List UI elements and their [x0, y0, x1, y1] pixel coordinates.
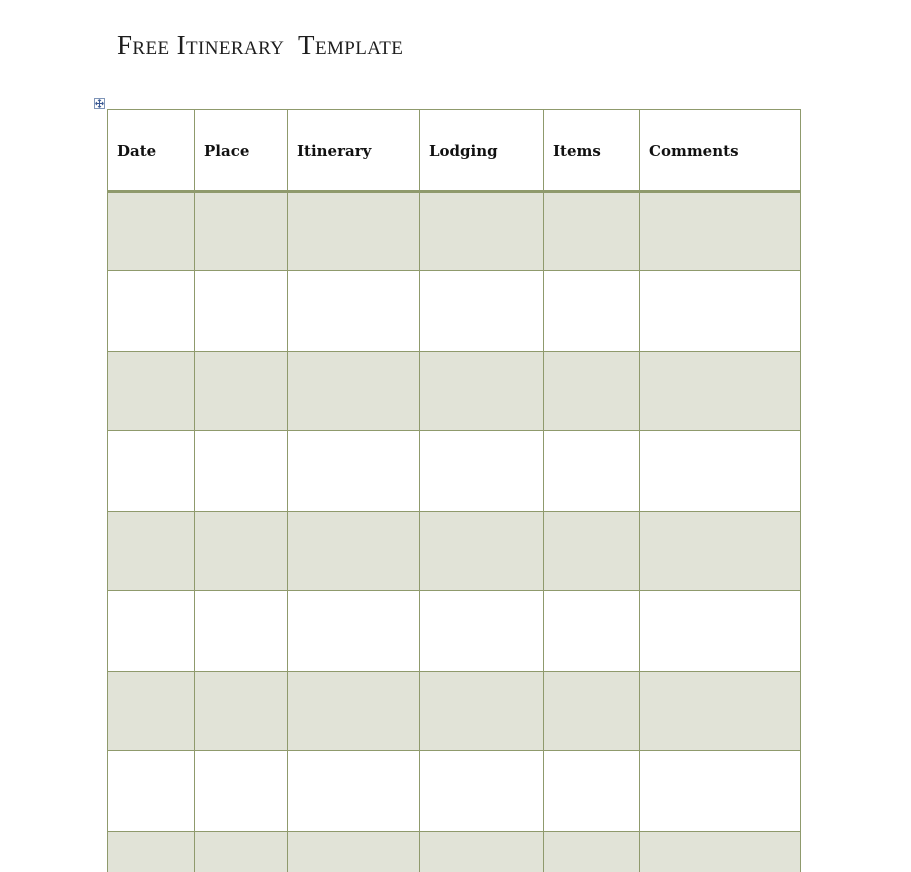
table-cell-place[interactable]: [195, 832, 288, 872]
itinerary-table: [107, 109, 801, 872]
table-cell-items[interactable]: [544, 192, 640, 271]
table-row: [108, 591, 801, 672]
table-cell-date[interactable]: [108, 192, 195, 271]
header-row: [108, 110, 801, 192]
table-cell-lodging[interactable]: [420, 271, 544, 352]
column-header-items[interactable]: Items: [544, 110, 640, 192]
table-cell-comments[interactable]: [640, 271, 801, 352]
table-cell-itinerary[interactable]: [288, 271, 420, 352]
table-cell-date[interactable]: [108, 512, 195, 591]
table-cell-lodging[interactable]: [420, 591, 544, 672]
table-cell-date[interactable]: [108, 751, 195, 832]
table-cell-date[interactable]: [108, 271, 195, 352]
table-cell-date[interactable]: [108, 352, 195, 431]
table-cell-items[interactable]: [544, 591, 640, 672]
table-row: [108, 832, 801, 872]
table-cell-place[interactable]: [195, 431, 288, 512]
table-cell-place[interactable]: [195, 672, 288, 751]
table-cell-lodging[interactable]: [420, 672, 544, 751]
table-row: [108, 512, 801, 591]
table-cell-items[interactable]: [544, 751, 640, 832]
table-cell-itinerary[interactable]: [288, 431, 420, 512]
table-row: [108, 192, 801, 271]
table-row: [108, 271, 801, 352]
table-cell-itinerary[interactable]: [288, 672, 420, 751]
table-cell-place[interactable]: [195, 751, 288, 832]
table-cell-place[interactable]: [195, 192, 288, 271]
table-cell-itinerary[interactable]: [288, 512, 420, 591]
table-cell-comments[interactable]: [640, 672, 801, 751]
table-cell-date[interactable]: [108, 431, 195, 512]
table-cell-date[interactable]: [108, 591, 195, 672]
table-cell-comments[interactable]: [640, 431, 801, 512]
table-cell-items[interactable]: [544, 431, 640, 512]
table-cell-items[interactable]: [544, 352, 640, 431]
table-cell-items[interactable]: [544, 512, 640, 591]
table-cell-date[interactable]: [108, 832, 195, 872]
column-header-place[interactable]: Place: [195, 110, 288, 192]
table-cell-items[interactable]: [544, 832, 640, 872]
document-title: Free Itinerary Template: [117, 30, 404, 60]
table-cell-date[interactable]: [108, 672, 195, 751]
table-row: [108, 672, 801, 751]
table-cell-comments[interactable]: [640, 751, 801, 832]
table-cell-place[interactable]: [195, 271, 288, 352]
table-body: [108, 192, 801, 872]
table-move-handle-icon[interactable]: [94, 98, 105, 109]
table-row: [108, 751, 801, 832]
table-cell-lodging[interactable]: [420, 352, 544, 431]
table-cell-lodging[interactable]: [420, 192, 544, 271]
column-header-itinerary[interactable]: Itinerary: [288, 110, 420, 192]
table-cell-itinerary[interactable]: [288, 352, 420, 431]
table-cell-itinerary[interactable]: [288, 192, 420, 271]
table-cell-place[interactable]: [195, 591, 288, 672]
table-cell-itinerary[interactable]: [288, 832, 420, 872]
column-header-date[interactable]: Date: [108, 110, 195, 192]
table-cell-comments[interactable]: [640, 591, 801, 672]
table-header: [108, 110, 801, 192]
table-cell-items[interactable]: [544, 672, 640, 751]
table-cell-itinerary[interactable]: [288, 751, 420, 832]
table-cell-comments[interactable]: [640, 512, 801, 591]
column-header-lodging[interactable]: Lodging: [420, 110, 544, 192]
table-cell-comments[interactable]: [640, 352, 801, 431]
column-header-comments[interactable]: Comments: [640, 110, 801, 192]
table-cell-items[interactable]: [544, 271, 640, 352]
table-cell-lodging[interactable]: [420, 431, 544, 512]
table-cell-comments[interactable]: [640, 192, 801, 271]
table-cell-lodging[interactable]: [420, 751, 544, 832]
table-cell-place[interactable]: [195, 352, 288, 431]
table-row: [108, 352, 801, 431]
table-cell-place[interactable]: [195, 512, 288, 591]
table-cell-itinerary[interactable]: [288, 591, 420, 672]
table-cell-comments[interactable]: [640, 832, 801, 872]
table-cell-lodging[interactable]: [420, 832, 544, 872]
table-row: [108, 431, 801, 512]
table-cell-lodging[interactable]: [420, 512, 544, 591]
